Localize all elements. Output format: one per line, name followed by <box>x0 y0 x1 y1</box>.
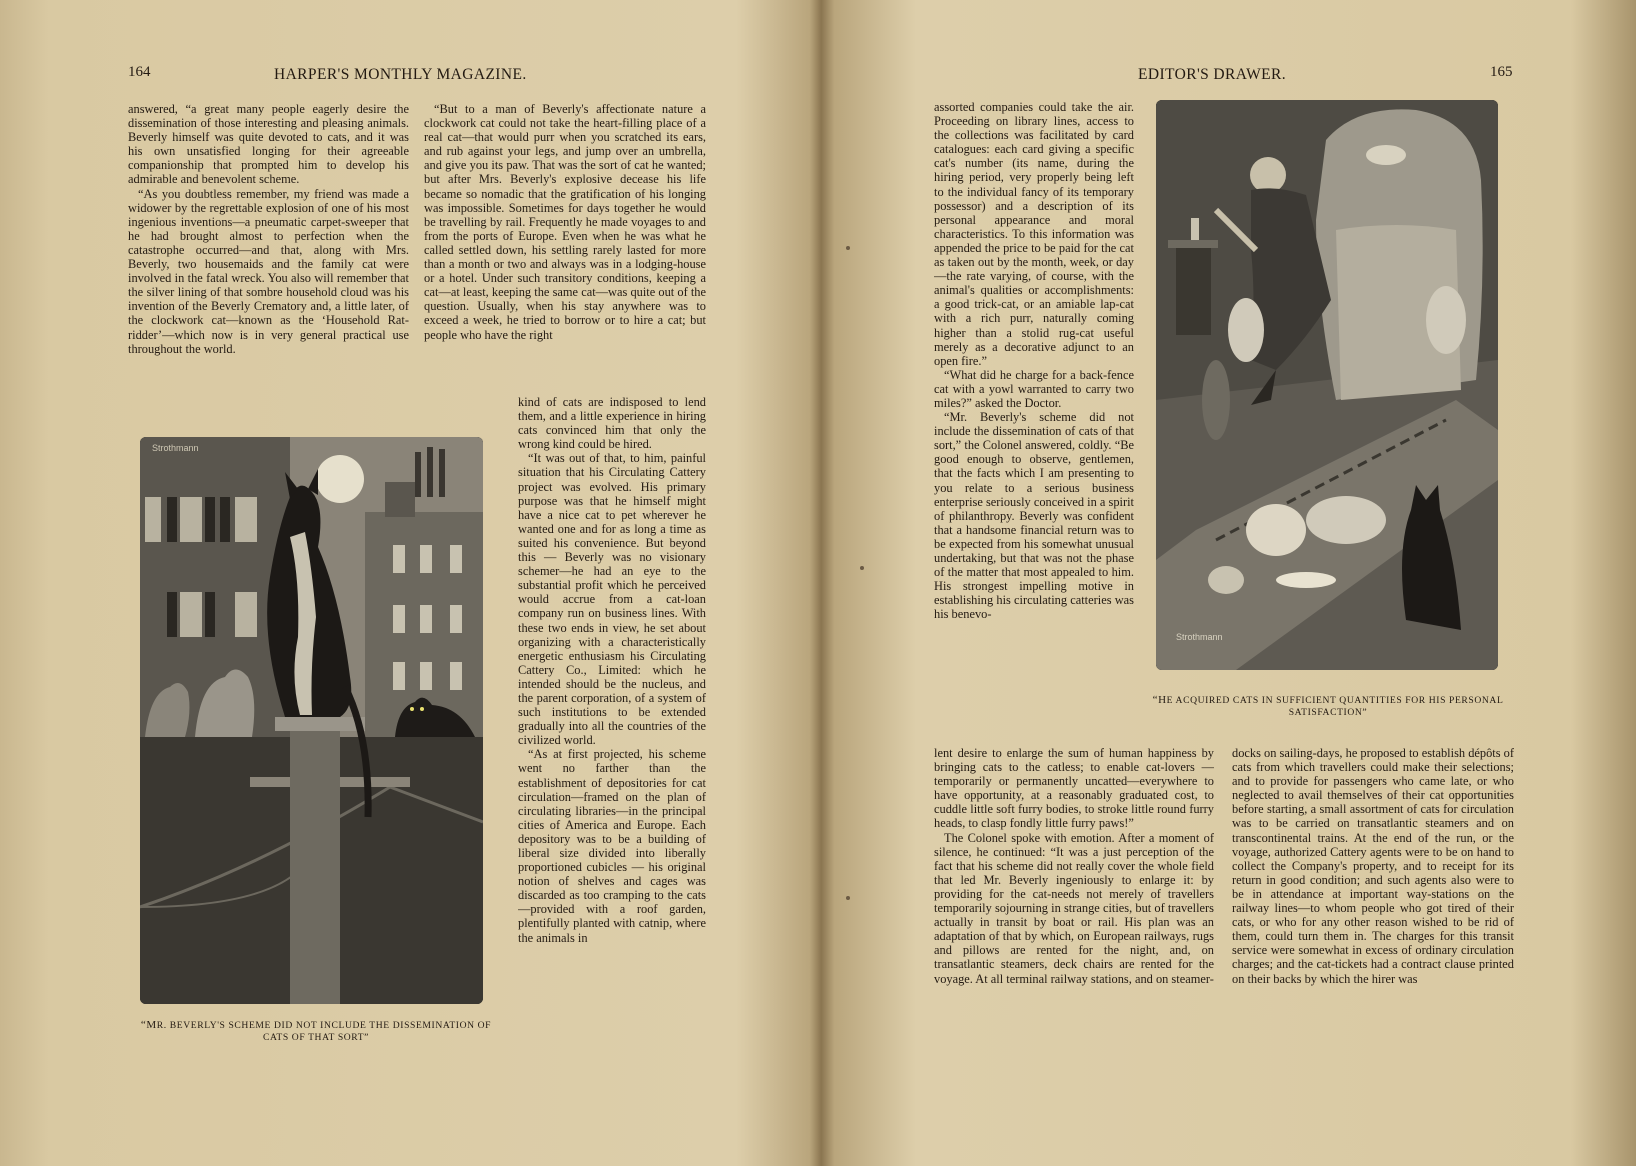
illustration-drawing <box>140 437 483 1004</box>
paragraph: lent desire to enlarge the sum of human happiness by bringing cats to the catless; to enable cat-lovers — temporarily or permanently uncatted—everywhere to have opportunity, at a reasonably graduated cost, to cuddle little soft furry bodies, to stroke little round furry heads, to clasp fondly little furry paws!” <box>934 746 1214 831</box>
paragraph: “As at first projected, his scheme went no farther than the establishment of depositories for cat circulation—framed on the plan of circulating libraries—in the principal cities of America and Europe. Each depository was to be a building of liberal size divided into liberally proportioned cubicles — his original notion of shelves and cages was discarded as too cramping to the cats—provided with a roof garden, plentifully planted with catnip, where the animals in <box>518 747 706 945</box>
margin-mark <box>846 896 850 900</box>
left-column-2-narrow <box>518 395 706 1050</box>
illustration-drawing <box>1156 100 1498 670</box>
right-page <box>818 0 1636 1166</box>
paragraph: “What did he charge for a back-fence cat with a yowl warranted to carry two miles?” asked the Doctor. <box>934 367 1134 410</box>
paragraph: kind of cats are indisposed to lend them, and a little experience in hiring cats convinced him that only the wrong kind could be hired. <box>518 395 706 452</box>
running-head-left: HARPER'S MONTHLY MAGAZINE. <box>274 66 527 83</box>
paragraph: docks on sailing-days, he proposed to establish dépôts of cats from which travellers could make their selections; and to provide for passengers who came late, or who neglected to avail themselves of their cat opportunities before starting, a small assortment of cats for circulation was to be carried on transatlantic steamers and on transcontinental trains. At the end of the run, or the voyage, authorized Cattery agents were to be on hand to collect the Company's property, and to receipt for its return in good condition; and such agents also were to be in attendance at important way-stations on the railway lines—to whom people who got tired of their cats, or who for any other reason wished to be rid of them, could turn them in. The charges for this transit service were somewhat in excess of ordinary circulation charges; and the cat-tickets had a contract clause printed on their backs by which the hirer was <box>1232 746 1514 986</box>
figure-caption-left: “MR. BEVERLY'S SCHEME DID NOT INCLUDE THE DISSEMINATION OF CATS OF THAT SORT” <box>140 1019 492 1043</box>
illustration-signature: Strothmann <box>152 443 199 453</box>
paragraph: “Mr. Beverly's scheme did not include the dissemination of cats of that sort,” the Colonel answered, coldly. “Be good enough to observe, gentlemen, that the facts which I am presenting to you relate to a serious business enterprise seriously conceived in a spirit of philanthropy. Beverly was confident that a handsome financial return was to be expected from his somewhat unusual undertaking, but that was not the phase of the matter that most appealed to him. His strongest impelling motive in establishing his circulating catteries was his benevo- <box>934 410 1134 622</box>
paragraph: “As you doubtless remember, my friend was made a widower by the regrettable explosion of one of his most ingenious inventions—a pneumatic carpet-sweeper that he had brought almost to perfection when the catastrophe occurred—and that, along with Mrs. Beverly, two housemaids and the family cat were involved in the fatal wreck. You also will remember that the silver lining of that sombre household cloud was his invention of the Beverly Crematory and, a little later, of the clockwork cat—known as the ‘Household Rat-ridder’—which now is in very general practical use throughout the world. <box>128 186 409 356</box>
right-column-1-bottom <box>934 746 1214 1036</box>
page-number-right: 165 <box>1490 64 1513 80</box>
running-head-right: EDITOR'S DRAWER. <box>1138 66 1287 83</box>
paragraph: assorted companies could take the air. Proceeding on library lines, access to the collections was facilitated by card catalogues: each card giving a specific cat's number (its name, during the hiring period, very properly being left to the individual fancy of its temporary possessor) and a description of its personal appearance and moral characteristics. To this information was appended the price to be paid for the cat as taken out by the month, week, or day—the rate varying, of course, with the animal's qualities or accomplishments: a good trick-cat, or an amiable lap-cat with a rich purr, naturally coming higher than a stolid rug-cat useful merely as a decorative adjunct to an open fire.” <box>934 100 1134 368</box>
margin-mark <box>860 566 864 570</box>
paragraph: “It was out of that, to him, painful situation that his Circulating Cattery project was evolved. His primary purpose was that he himself might have a nice cat to pet wherever he wanted one and for as long a time as suited his convenience. But beyond this — Beverly was no visionary schemer—he had an eye to the substantial profit which he perceived would accrue from a cat-loan company run on business lines. With these two ends in view, he set about organizing with a characteristically energetic enthusiasm his Circulating Cattery Co., Limited: which he intended should be the nucleus, and the parent corporation, of a system of such institutions to be extended gradually into all the countries of the civilized world. <box>518 451 706 748</box>
left-column-1 <box>128 102 409 402</box>
illustration-signature: Strothmann <box>1176 632 1223 642</box>
margin-mark <box>846 246 850 250</box>
illustration-cats-armchair <box>1156 100 1498 670</box>
right-column-1-narrow <box>934 100 1134 747</box>
paragraph: The Colonel spoke with emotion. After a moment of silence, he continued: “It was a just perception of the fact that his scheme did not really cover the whole field that led Mr. Beverly ingeniously to enlarge it: by providing for the cat-needs not merely of travellers temporarily sojourning in strange cities, but of travellers actually in transit by boat or rail. His plan was an adaptation of that by which, on European railways, rugs and pillows are rented for the night, and, on transatlantic steamers, deck chairs are rented for the voyage. At all terminal railway stations, and on steamer- <box>934 830 1214 986</box>
left-column-2-top <box>424 102 706 398</box>
paragraph: answered, “a great many people eagerly desire the dissemination of those interesting and pleasing animals. Beverly himself was quite devoted to cats, and it was his own unsatisfied longing for their agreeable companionship that prompted him to develop his admirable and benevolent scheme. <box>128 102 409 187</box>
right-column-2-bottom <box>1232 746 1514 1036</box>
illustration-yowling-cat <box>140 437 483 1004</box>
page-number-left: 164 <box>128 64 151 80</box>
paragraph: “But to a man of Beverly's affectionate nature a clockwork cat could not take the heart-filling place of a real cat—that would purr when you scratched its ears, and rub against your legs, and jump over an umbrella, and give you its paw. That was the sort of cat he wanted; but after Mrs. Beverly's explosive decease his life became so nomadic that the gratification of his longing was impossible. Sometimes for days together he would be travelling by rail. Frequently he made voyages to and from the ports of Europe. Even when he was what he called settled down, his settling rarely lasted for more than a month or two and always was in a lodging-house or a hotel. Under such transitory conditions, keeping a cat—at least, keeping the same cat—was quite out of the question. Usually, when his stay anywhere was to exceed a week, he tried to borrow or to hire a cat; but people who have the right <box>424 102 706 342</box>
figure-caption-right: “HE ACQUIRED CATS IN SUFFICIENT QUANTITIES FOR HIS PERSONAL SATISFACTION” <box>1152 694 1504 718</box>
